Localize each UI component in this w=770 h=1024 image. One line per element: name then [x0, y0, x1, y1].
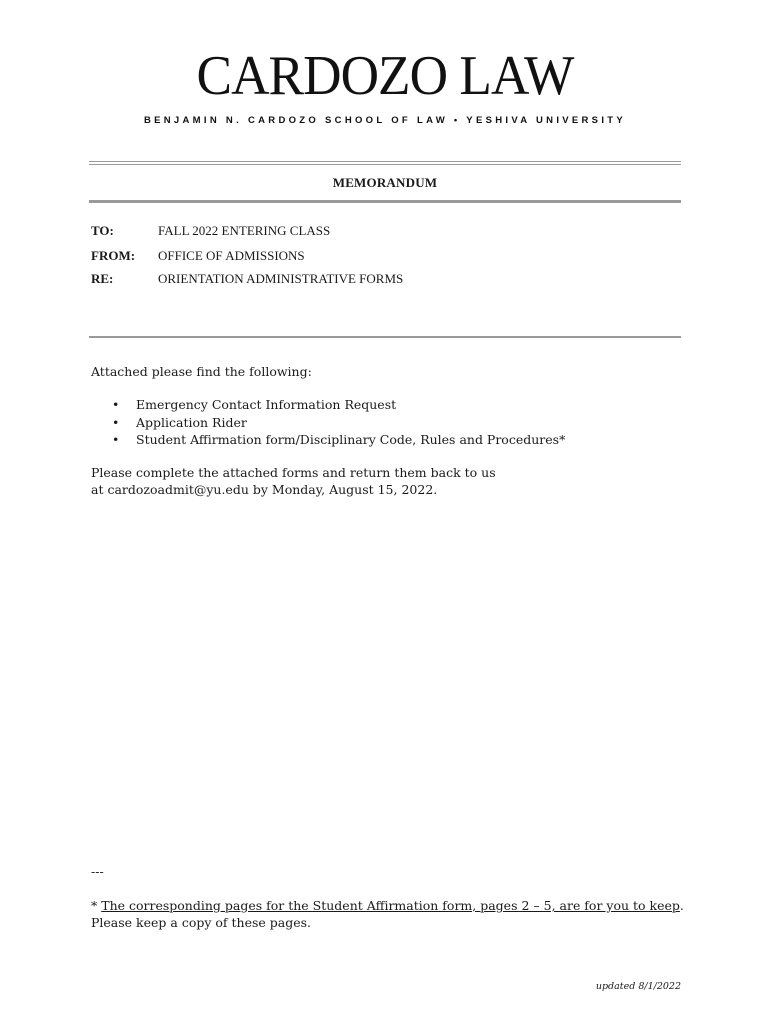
instructions-line-1: Please complete the attached forms and return them back to us	[91, 465, 496, 480]
bullet-icon: •	[112, 397, 120, 412]
re-label: RE:	[91, 271, 114, 286]
logo-title: CARDOZO LAW	[196, 45, 574, 107]
footnote-rest: . Please keep a copy of these pages.	[91, 898, 684, 930]
instructions-text	[91, 464, 496, 498]
bullet-icon: •	[112, 414, 120, 430]
memo-heading: MEMORANDUM	[332, 175, 438, 190]
re-row	[91, 271, 403, 287]
attachment-list	[112, 396, 565, 449]
bullet-icon: •	[112, 432, 120, 447]
heading-divider	[89, 200, 681, 203]
instructions-line-2: at cardozoadmit@yu.edu by Monday, August 15, 2022.	[91, 482, 438, 497]
intro-text: Attached please find the following:	[91, 364, 312, 379]
from-label: FROM:	[91, 248, 136, 263]
footnote-separator: ---	[91, 864, 104, 879]
to-label: TO:	[91, 223, 114, 238]
footnote-underlined: The corresponding pages for the Student Affirmation form, pages 2 – 5, are for you to keep	[101, 898, 680, 913]
updated-date: updated 8/1/2022	[595, 981, 681, 992]
footnote-star: *	[91, 898, 102, 913]
footnote	[91, 897, 691, 931]
top-divider	[89, 161, 681, 165]
from-value: OFFICE OF ADMISSIONS	[158, 248, 305, 263]
to-row	[91, 223, 330, 239]
to-value: FALL 2022 ENTERING CLASS	[158, 223, 331, 238]
list-item: • Student Affirmation form/Disciplinary Code, Rules and Procedures*	[112, 432, 566, 447]
list-item: • Application Rider	[112, 414, 247, 430]
re-value: ORIENTATION ADMINISTRATIVE FORMS	[158, 271, 404, 286]
from-row	[91, 248, 305, 264]
list-item: • Emergency Contact Information Request	[112, 397, 397, 412]
header-bottom-divider	[89, 336, 681, 338]
logo-subtitle: BENJAMIN N. CARDOZO SCHOOL OF LAW • YESHIVA UNIVERSITY	[143, 115, 627, 126]
